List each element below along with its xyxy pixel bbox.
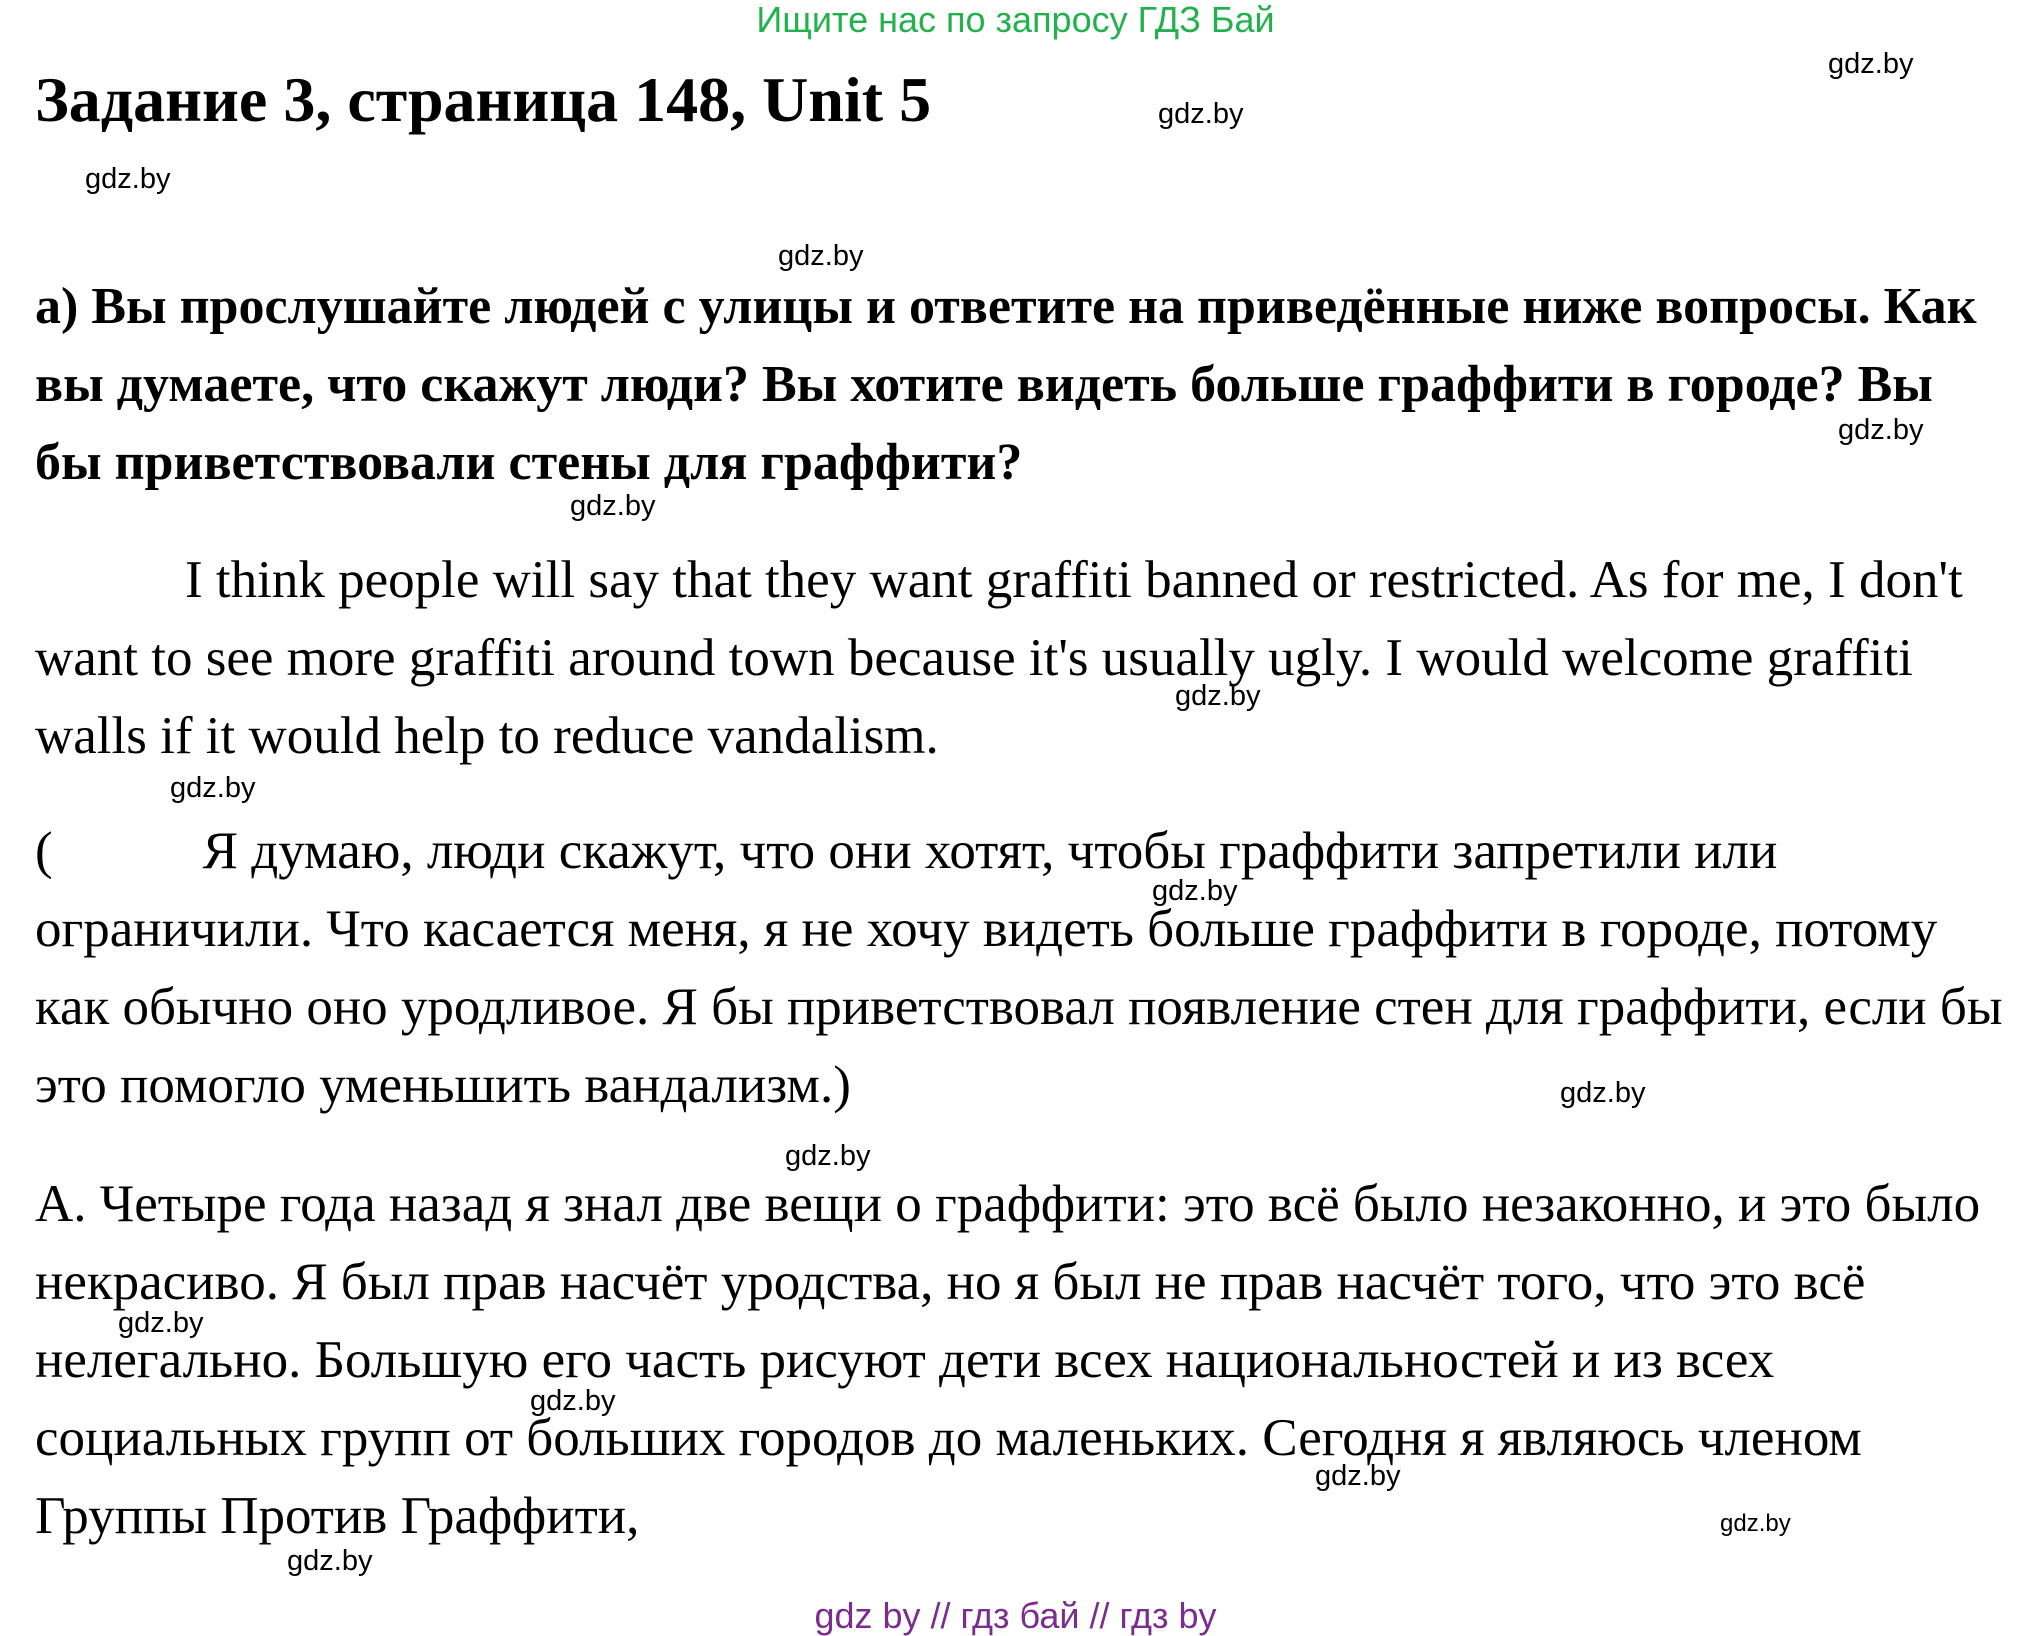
watermark: gdz.by <box>785 1140 871 1172</box>
watermark: gdz.by <box>85 163 171 195</box>
answer-english: I think people will say that they want graffiti banned or restricted. As for me, I don't want to see more graffiti around town because it's usually ugly. I would welcome graffiti walls if it would help to reduce vandalism. <box>35 551 1963 765</box>
watermark: gdz.by <box>1838 414 1924 446</box>
watermark: gdz.by <box>570 490 656 522</box>
open-parenthesis: ( <box>35 822 53 880</box>
watermark: gdz.by <box>1175 680 1261 712</box>
footer-links: gdz by // гдз бай // гдз by <box>814 1595 1217 1636</box>
watermark: gdz.by <box>1560 1077 1646 1109</box>
answer-russian <box>35 812 2005 1124</box>
watermark: gdz.by <box>1720 1510 1791 1537</box>
watermark: gdz.by <box>530 1385 616 1417</box>
paragraph-a: А. Четыре года назад я знал две вещи о граффити: это всё было незаконно, и это было некрасиво. Я был прав насчёт уродства, но я был не прав насчёт того, что это всё нелегально. Большую его часть рисуют дети всех национальностей и из всех социальных групп от больших городов до маленьких. Сегодня я являюсь членом Группы Против Граффити, <box>35 1175 1981 1545</box>
task-instruction: а) Вы прослушайте людей с улицы и ответите на приведённые ниже вопросы. Как вы думаете, что скажут люди? Вы хотите видеть больше граффити в городе? Вы бы приветствовали стены для граффити? <box>35 278 1977 491</box>
watermark: gdz.by <box>1828 48 1914 80</box>
answer-russian-text: Я думаю, люди скажут, что они хотят, чтобы граффити запретили или ограничили. Что касается меня, я не хочу видеть больше граффити в городе, потому как обычно оно уродливое. Я бы приветствовал появление стен для граффити, если бы это помогло уменьшить вандализм.) <box>35 822 2003 1114</box>
watermark: gdz.by <box>118 1307 204 1339</box>
watermark: gdz.by <box>1158 98 1244 130</box>
page-title: Задание 3, страница 148, Unit 5 <box>35 64 932 135</box>
watermark: gdz.by <box>287 1545 373 1577</box>
watermark: gdz.by <box>778 240 864 272</box>
watermark: gdz.by <box>1152 875 1238 907</box>
top-banner: Ищите нас по запросу ГДЗ Бай <box>756 0 1275 40</box>
watermark: gdz.by <box>1315 1460 1401 1492</box>
watermark: gdz.by <box>170 772 256 804</box>
